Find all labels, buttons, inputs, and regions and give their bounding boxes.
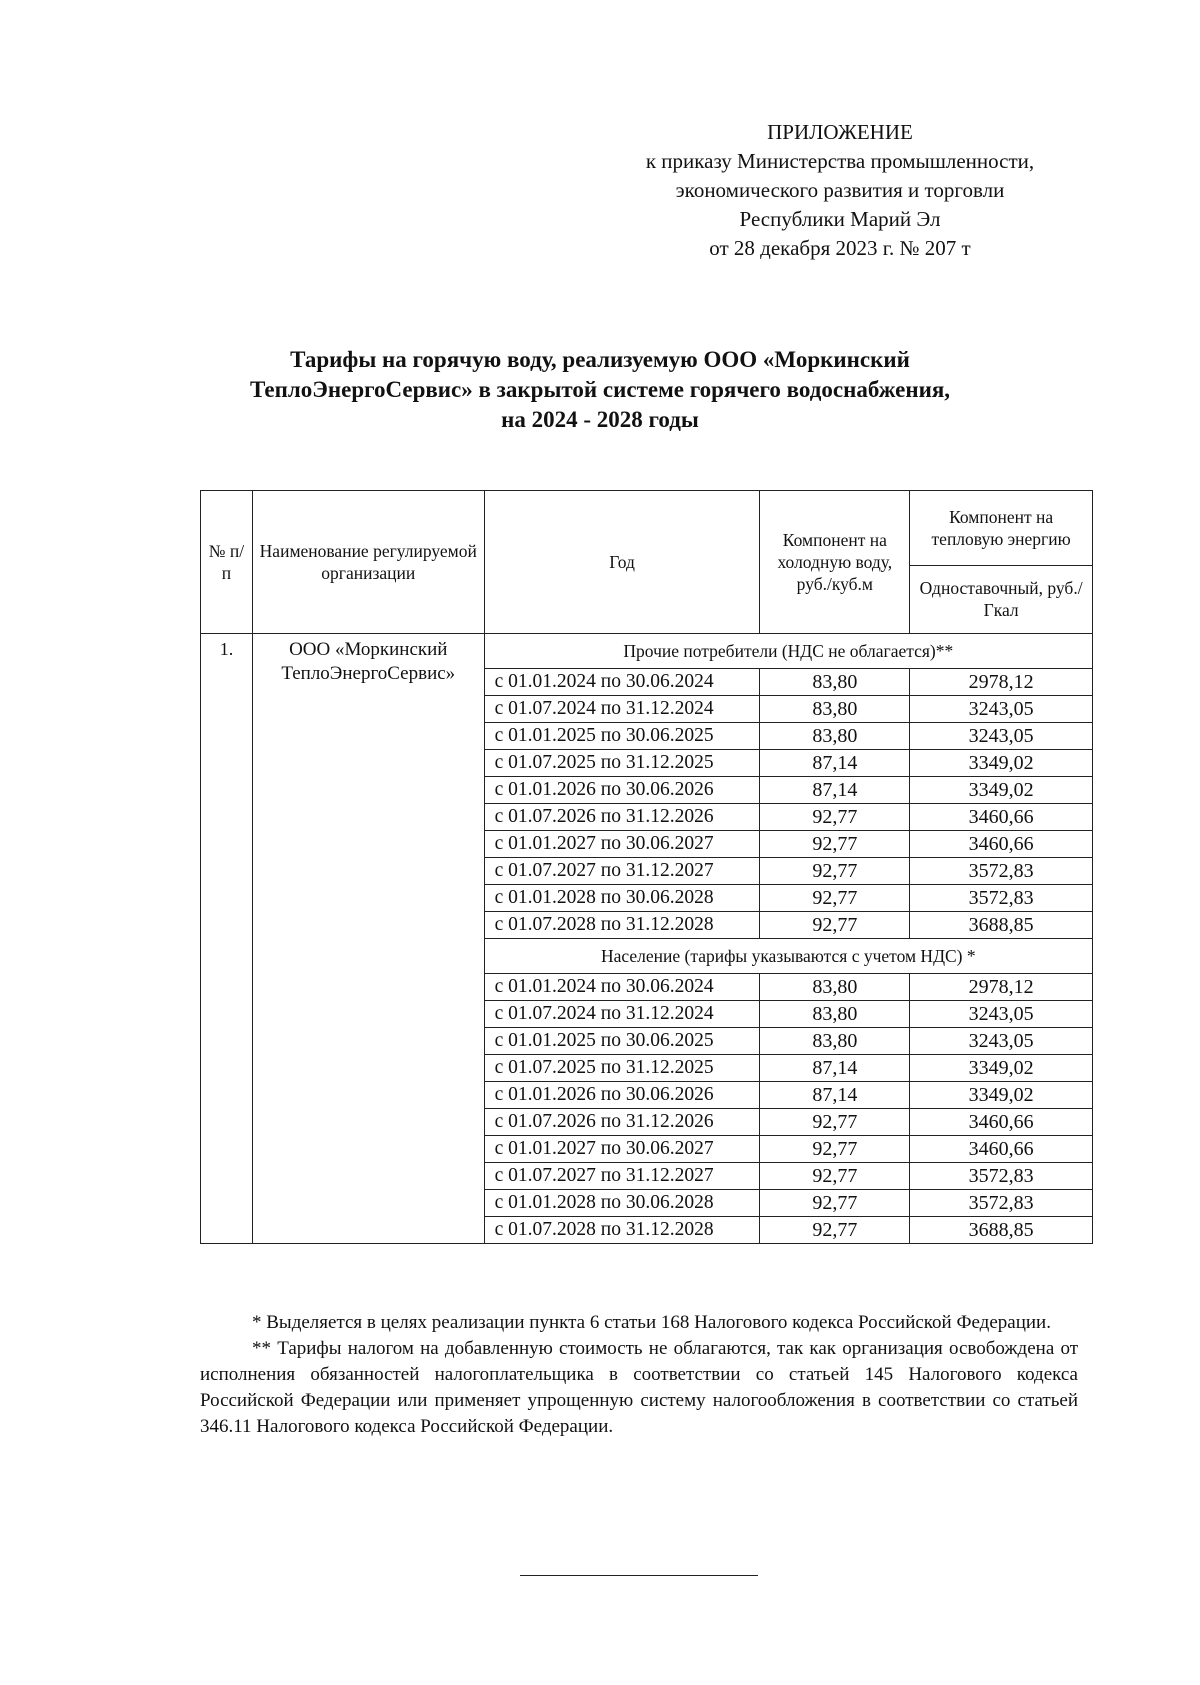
- period-cell: с 01.07.2028 по 31.12.2028: [484, 1217, 760, 1244]
- cold-water-value: 83,80: [760, 974, 910, 1001]
- cold-water-value: 92,77: [760, 858, 910, 885]
- heat-energy-value: 3460,66: [910, 1109, 1093, 1136]
- period-cell: с 01.07.2027 по 31.12.2027: [484, 858, 760, 885]
- heat-energy-value: 3460,66: [910, 1136, 1093, 1163]
- cold-water-value: 92,77: [760, 1190, 910, 1217]
- appendix-line: к приказу Министерства промышленности,: [645, 149, 1035, 173]
- period-cell: с 01.07.2027 по 31.12.2027: [484, 1163, 760, 1190]
- period-cell: с 01.01.2025 по 30.06.2025: [484, 723, 760, 750]
- group-row: [201, 634, 1093, 669]
- period-cell: с 01.07.2026 по 31.12.2026: [484, 1109, 760, 1136]
- appendix-block: [560, 118, 1120, 263]
- cold-water-value: 92,77: [760, 912, 910, 939]
- heat-energy-value: 3572,83: [910, 885, 1093, 912]
- heat-energy-value: 3572,83: [910, 1190, 1093, 1217]
- cold-water-value: 83,80: [760, 1001, 910, 1028]
- cold-water-value: 92,77: [760, 1163, 910, 1190]
- heat-energy-value: 3460,66: [910, 831, 1093, 858]
- heat-energy-value: 3572,83: [910, 858, 1093, 885]
- period-cell: с 01.07.2024 по 31.12.2024: [484, 696, 760, 723]
- heat-energy-value: 3460,66: [910, 804, 1093, 831]
- title-line: ТеплоЭнергоСервис» в закрытой системе горячего водоснабжения,: [249, 377, 951, 402]
- heat-energy-value: 3349,02: [910, 1055, 1093, 1082]
- header-cold-component: Компонент на холодную воду, руб./куб.м: [760, 491, 910, 634]
- heat-energy-value: 3243,05: [910, 696, 1093, 723]
- header-year: Год: [484, 491, 760, 634]
- title-line: на 2024 - 2028 годы: [501, 407, 699, 432]
- cold-water-value: 83,80: [760, 1028, 910, 1055]
- heat-energy-value: 3349,02: [910, 750, 1093, 777]
- header-org: Наименование регулируемой организации: [252, 491, 484, 634]
- cold-water-value: 92,77: [760, 804, 910, 831]
- title-line: Тарифы на горячую воду, реализуемую ООО «Моркинский: [290, 347, 910, 372]
- heat-energy-value: 2978,12: [910, 669, 1093, 696]
- period-cell: с 01.01.2027 по 30.06.2027: [484, 831, 760, 858]
- appendix-line: от 28 декабря 2023 г. № 207 т: [709, 236, 971, 260]
- heat-energy-value: 3349,02: [910, 777, 1093, 804]
- period-cell: с 01.07.2026 по 31.12.2026: [484, 804, 760, 831]
- cold-water-value: 83,80: [760, 723, 910, 750]
- organization-name: ООО «Моркинский ТеплоЭнергоСервис»: [252, 634, 484, 1244]
- cold-water-value: 92,77: [760, 885, 910, 912]
- heat-energy-value: 2978,12: [910, 974, 1093, 1001]
- tariff-table: [200, 490, 1093, 1244]
- period-cell: с 01.07.2028 по 31.12.2028: [484, 912, 760, 939]
- cold-water-value: 92,77: [760, 831, 910, 858]
- cold-water-value: 87,14: [760, 1082, 910, 1109]
- footnote: * Выделяется в целях реализации пункта 6 статьи 168 Налогового кодекса Российской Федерации.: [252, 1312, 1051, 1333]
- cold-water-value: 92,77: [760, 1109, 910, 1136]
- cold-water-value: 92,77: [760, 1136, 910, 1163]
- cold-water-value: 87,14: [760, 750, 910, 777]
- header-num: № п/ п: [201, 491, 253, 634]
- heat-energy-value: 3349,02: [910, 1082, 1093, 1109]
- heat-energy-value: 3688,85: [910, 912, 1093, 939]
- heat-energy-value: 3243,05: [910, 723, 1093, 750]
- tariff-table-body: [201, 491, 1093, 1244]
- period-cell: с 01.01.2028 по 30.06.2028: [484, 1190, 760, 1217]
- period-cell: с 01.01.2025 по 30.06.2025: [484, 1028, 760, 1055]
- cold-water-value: 83,80: [760, 696, 910, 723]
- header-heat-subheader: Одноставочный, руб./Гкал: [910, 565, 1093, 633]
- heat-energy-value: 3243,05: [910, 1028, 1093, 1055]
- period-cell: с 01.01.2024 по 30.06.2024: [484, 669, 760, 696]
- table-header-row: [201, 491, 1093, 566]
- period-cell: с 01.01.2026 по 30.06.2026: [484, 1082, 760, 1109]
- separator-line: [520, 1575, 758, 1576]
- appendix-line: экономического развития и торговли: [675, 178, 1005, 202]
- period-cell: с 01.01.2028 по 30.06.2028: [484, 885, 760, 912]
- cold-water-value: 87,14: [760, 1055, 910, 1082]
- appendix-line: ПРИЛОЖЕНИЕ: [767, 120, 913, 144]
- period-cell: с 01.07.2025 по 31.12.2025: [484, 750, 760, 777]
- cold-water-value: 83,80: [760, 669, 910, 696]
- period-cell: с 01.01.2026 по 30.06.2026: [484, 777, 760, 804]
- period-cell: с 01.07.2025 по 31.12.2025: [484, 1055, 760, 1082]
- consumer-group-label: Прочие потребители (НДС не облагается)**: [484, 634, 1092, 669]
- footnotes: [200, 1310, 1078, 1440]
- document-title: [175, 345, 1025, 435]
- cold-water-value: 92,77: [760, 1217, 910, 1244]
- appendix-line: Республики Марий Эл: [739, 207, 941, 231]
- period-cell: с 01.07.2024 по 31.12.2024: [484, 1001, 760, 1028]
- period-cell: с 01.01.2024 по 30.06.2024: [484, 974, 760, 1001]
- header-heat-component: Компонент на тепловую энергию: [910, 491, 1093, 566]
- heat-energy-value: 3572,83: [910, 1163, 1093, 1190]
- heat-energy-value: 3243,05: [910, 1001, 1093, 1028]
- heat-energy-value: 3688,85: [910, 1217, 1093, 1244]
- footnote: ** Тарифы налогом на добавленную стоимость не облагаются, так как организация освобождена от исполнения обязанностей налогоплательщика в соответствии со статьей 145 Налогового кодекса Российской Федерации или применяет упрощенную систему налогообложения в соответствии со статьей 346.11 Налогового кодекса Российской Федерации.: [200, 1338, 1078, 1437]
- row-number: 1.: [201, 634, 253, 1244]
- consumer-group-label: Население (тарифы указываются с учетом НДС) *: [484, 939, 1092, 974]
- period-cell: с 01.01.2027 по 30.06.2027: [484, 1136, 760, 1163]
- cold-water-value: 87,14: [760, 777, 910, 804]
